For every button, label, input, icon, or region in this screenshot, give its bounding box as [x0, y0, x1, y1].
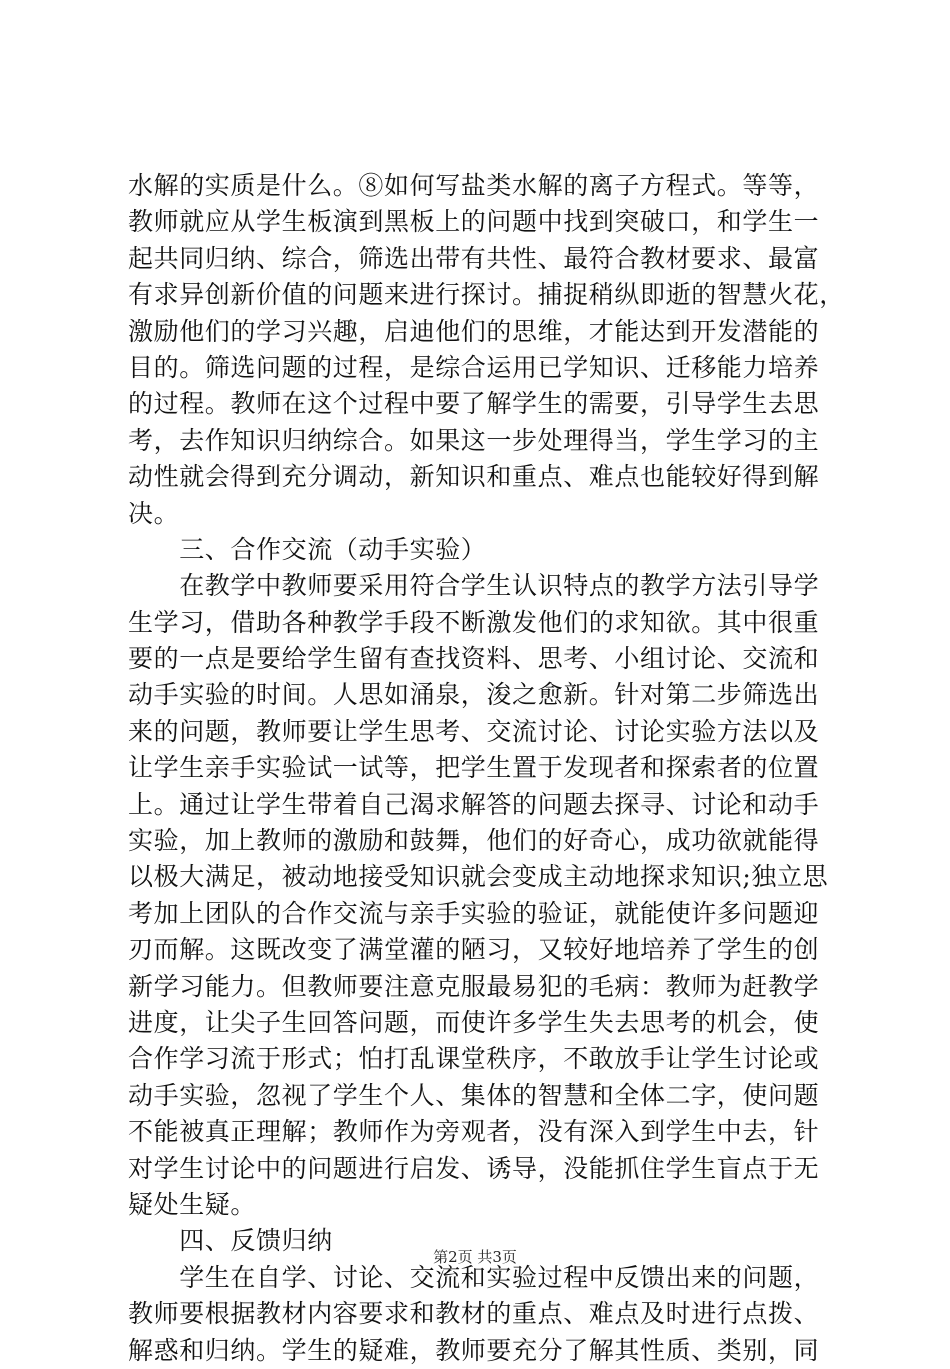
body-text: [128, 168, 845, 1369]
text-line: 的过程。教师在这个过程中要了解学生的需要，引导学生去思: [128, 389, 820, 419]
text-line: 学生在自学、讨论、交流和实验过程中反馈出来的问题，: [128, 1262, 820, 1292]
text-line: 来的问题，教师要让学生思考、交流讨论、讨论实验方法以及: [128, 716, 820, 746]
text-line: 教师要根据教材内容要求和教材的重点、难点及时进行点拨、: [128, 1299, 820, 1329]
text-line: 水解的实质是什么。⑧如何写盐类水解的离子方程式。等等，: [128, 171, 820, 200]
text-line: 动性就会得到充分调动，新知识和重点、难点也能较好得到解: [128, 462, 820, 492]
text-line: 动手实验，忽视了学生个人、集体的智慧和全体二字，使问题: [128, 1080, 820, 1110]
text-line: 在教学中教师要采用符合学生认识特点的教学方法引导学: [128, 571, 820, 601]
text-line: 起共同归纳、综合，筛选出带有共性、最符合教材要求、最富: [128, 243, 820, 273]
text-line: 不能被真正理解；教师作为旁观者，没有深入到学生中去，针: [128, 1117, 820, 1147]
text-line: 教师就应从学生板演到黑板上的问题中找到突破口，和学生一: [128, 207, 820, 237]
text-line: 目的。筛选问题的过程，是综合运用已学知识、迁移能力培养: [128, 352, 820, 382]
text-line: 生学习，借助各种教学手段不断激发他们的求知欲。其中很重: [128, 607, 820, 637]
text-line: 对学生讨论中的问题进行启发、诱导，没能抓住学生盲点于无: [128, 1153, 820, 1183]
text-line: 激励他们的学习兴趣，启迪他们的思维，才能达到开发潜能的: [128, 316, 820, 346]
text-line: 考，去作知识归纳综合。如果这一步处理得当，学生学习的主: [128, 425, 820, 455]
text-line: 考加上团队的合作交流与亲手实验的验证，就能使许多问题迎: [128, 898, 820, 928]
text-line: 新学习能力。但教师要注意克服最易犯的毛病：教师为赶教学: [128, 971, 820, 1001]
text-line: 合作学习流于形式；怕打乱课堂秩序，不敢放手让学生讨论或: [128, 1044, 820, 1074]
text-line: 有求异创新价值的问题来进行探讨。捕捉稍纵即逝的智慧火花，: [128, 280, 845, 310]
text-line: 刃而解。这既改变了满堂灌的陋习，又较好地培养了学生的创: [128, 935, 820, 965]
section-heading: 三、合作交流（动手实验）: [128, 534, 487, 564]
text-line: 解惑和归纳。学生的疑难，教师要充分了解其性质、类别，同: [128, 1335, 820, 1365]
text-line: 进度，让尖子生回答问题，而使许多学生失去思考的机会，使: [128, 1007, 820, 1037]
text-line: 让学生亲手实验试一试等，把学生置于发现者和探索者的位置: [128, 753, 820, 783]
text-line: 实验，加上教师的激励和鼓舞，他们的好奇心，成功欲就能得: [128, 826, 820, 856]
text-line: 决。: [128, 498, 180, 528]
page-number: 第2页 共3页: [433, 1248, 517, 1266]
section-heading: 四、反馈归纳: [128, 1226, 333, 1256]
page-footer: [0, 1247, 950, 1267]
text-line: 动手实验的时间。人思如涌泉，浚之愈新。针对第二步筛选出: [128, 680, 820, 710]
text-line: 要的一点是要给学生留有查找资料、思考、小组讨论、交流和: [128, 644, 820, 674]
text-line: 上。通过让学生带着自己渴求解答的问题去探寻、讨论和动手: [128, 789, 820, 819]
text-line: 疑处生疑。: [128, 1189, 257, 1219]
text-line: 以极大满足，被动地接受知识就会变成主动地探求知识;独立思: [128, 862, 829, 892]
